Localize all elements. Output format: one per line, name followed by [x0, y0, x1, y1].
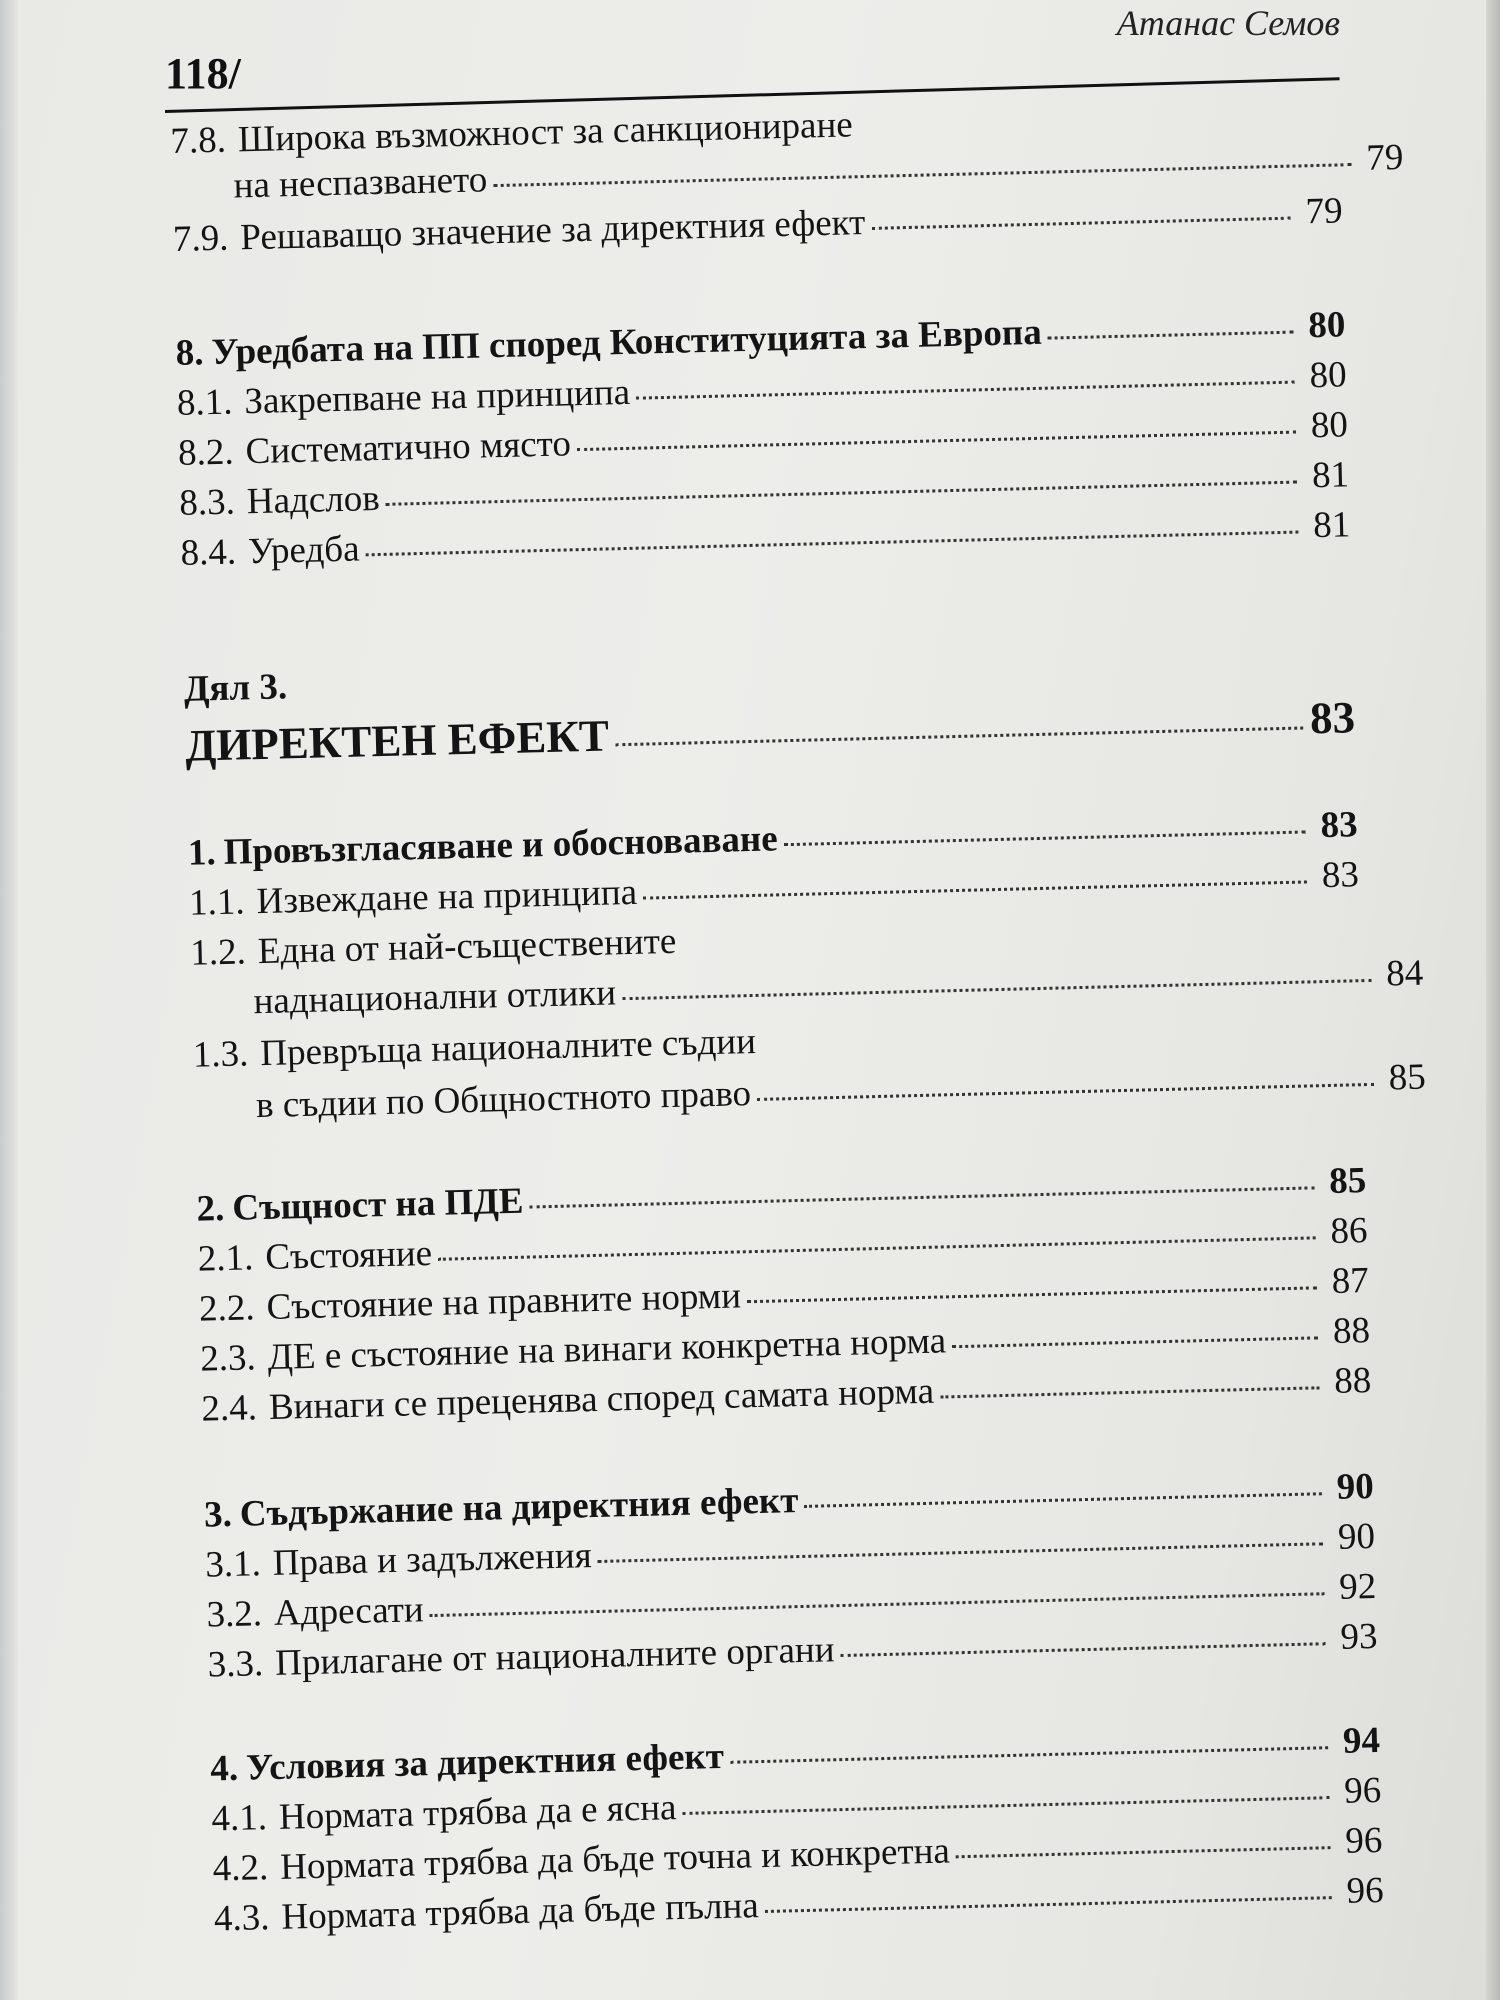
toc-entry-title: Систематично място [245, 423, 572, 473]
toc-entry-title: Състояние [264, 1232, 433, 1279]
toc-entry-number: 4.2. [212, 1847, 269, 1890]
toc-entry-number: 8.4. [180, 531, 237, 574]
toc-section-title: Уредбата на ПП според Конституцията за Европа [210, 311, 1043, 374]
dot-leader [871, 217, 1290, 230]
toc-entry-title: Закрепване на принципа [243, 371, 631, 423]
toc-entry-number: 8.2. [177, 431, 235, 474]
toc-entry-number: 7.9. [172, 217, 229, 260]
toc-entry-page: 83 [1320, 804, 1359, 847]
toc-entry-page: 92 [1338, 1565, 1377, 1608]
dot-leader [598, 1542, 1323, 1563]
toc-entry-number: 4.1. [211, 1797, 268, 1840]
page-number: 118/ [165, 49, 241, 98]
dot-leader [940, 1386, 1319, 1398]
toc-entry-title: Надслов [246, 477, 381, 523]
toc-entry-title: Извеждане на принципа [256, 871, 638, 923]
dot-leader [493, 163, 1351, 187]
toc-entry-page: 80 [1307, 304, 1346, 347]
dot-leader [430, 1592, 1325, 1617]
toc-entry-title: Една от най-съществените [257, 920, 677, 973]
dot-leader [636, 381, 1295, 400]
toc-entry-title: Уредба [247, 528, 360, 573]
toc-entry-page: 96 [1346, 1869, 1385, 1912]
toc-entry-page: 90 [1337, 1515, 1376, 1558]
toc-entry-title: Адресати [273, 1589, 425, 1634]
toc-section-number: 8. [175, 332, 204, 374]
toc-entry-title: Широка възможност за санкциониране [237, 104, 854, 161]
toc-entry-title: Нормата трябва да е ясна [278, 1787, 677, 1838]
toc-entry-number: 2.4. [201, 1387, 258, 1430]
toc-entry-number: 1.1. [188, 881, 246, 924]
toc-entry-number: 1.2. [189, 931, 247, 974]
toc-entry-title: Винаги се преценява според самата норма [268, 1370, 935, 1428]
toc-entry-number: 3.1. [204, 1543, 262, 1586]
toc-entry-page: 87 [1331, 1260, 1370, 1302]
toc-section-number: 4. [209, 1747, 239, 1790]
toc-entry-title: ДЕ е състояние на винаги конкретна норма [267, 1320, 947, 1378]
toc-entry-page: 85 [1328, 1160, 1367, 1202]
toc-entry-title: Нормата трябва да бъде пълна [280, 1885, 760, 1938]
toc-section-title: Провъзгласяване и обосноваване [223, 818, 779, 873]
dot-leader [1048, 331, 1294, 340]
dot-leader [622, 979, 1371, 1000]
dot-leader [643, 880, 1307, 899]
toc-entry-title: Решаващо значение за директния ефект [239, 202, 866, 259]
dot-leader [615, 726, 1303, 746]
dot-leader [747, 1286, 1317, 1303]
dot-leader [757, 1083, 1374, 1101]
toc-entry-page: 83 [1309, 692, 1356, 744]
dot-leader [956, 1846, 1331, 1858]
toc-entry-page: 96 [1343, 1769, 1382, 1812]
toc-section-number: 3. [203, 1493, 233, 1536]
toc-entry-page: 94 [1342, 1719, 1381, 1762]
toc-entry-page: 79 [1365, 136, 1404, 179]
toc-entry-page: 79 [1305, 190, 1344, 233]
dot-leader [366, 531, 1299, 557]
toc-entry-page: 88 [1332, 1310, 1371, 1352]
toc-entry-page: 80 [1309, 354, 1348, 397]
dot-leader [804, 1492, 1321, 1508]
toc-entry-number: 3.2. [206, 1593, 263, 1636]
part-title-text: ДИРЕКТЕН ЕФЕКТ [184, 710, 610, 771]
toc-entry-number: 8.3. [178, 481, 236, 524]
dot-leader [438, 1236, 1316, 1260]
toc-entry-number: 4.3. [213, 1897, 270, 1940]
toc-entry-title: в съдии по Общностното право [255, 1073, 752, 1127]
dot-leader [841, 1642, 1326, 1657]
toc-entry-page: 85 [1388, 1056, 1427, 1099]
toc-entry-title: Нормата трябва да бъде точна и конкретна [279, 1830, 951, 1888]
toc-entry-number: 8.1. [176, 381, 233, 424]
toc-entry-page: 93 [1339, 1615, 1378, 1658]
toc-entry-number: 2.1. [197, 1237, 254, 1280]
toc-entry-page: 80 [1310, 404, 1349, 447]
toc-section-title: Съдържание на директния ефект [239, 1480, 799, 1535]
toc-entry-number: 1.3. [192, 1033, 249, 1076]
running-head-author: Атанас Семов [1116, 3, 1340, 43]
dot-leader [386, 481, 1297, 506]
toc-entry-title: Състояние на правните норми [266, 1275, 742, 1328]
toc-entry-page: 84 [1385, 952, 1424, 995]
toc-entry-title: Прилагане от националните органи [274, 1629, 835, 1684]
page-spine-edge [1486, 0, 1500, 2000]
toc-entry-page: 90 [1336, 1466, 1375, 1508]
toc-section-title: Условия за директния ефект [245, 1735, 725, 1789]
dot-leader [730, 1746, 1328, 1764]
toc-entry-page: 88 [1333, 1360, 1372, 1402]
dot-leader [530, 1186, 1315, 1208]
toc-entry-title: наднационални отлики [253, 972, 617, 1023]
toc-section-title: Същност на ПДЕ [231, 1180, 524, 1229]
toc-entry-number: 2.3. [199, 1337, 257, 1380]
part-label-text: Дял 3. [183, 666, 288, 710]
dot-leader [784, 830, 1306, 846]
toc-entry-page: 96 [1344, 1819, 1383, 1862]
toc-entry-title: Превръща националните съдии [259, 1020, 757, 1075]
dot-leader [952, 1336, 1318, 1348]
toc-entry-page: 86 [1330, 1210, 1368, 1252]
toc-entry-number: 3.3. [207, 1643, 264, 1686]
dot-leader [683, 1796, 1330, 1815]
toc-entry-title: на неспазването [233, 159, 488, 207]
toc-entry-number: 7.8. [170, 119, 227, 162]
toc-entry-page: 81 [1311, 454, 1350, 497]
dot-leader [765, 1896, 1332, 1913]
page-left-edge [0, 0, 18, 2000]
toc-entry-title: Права и задължения [272, 1535, 593, 1584]
toc-section-number: 2. [196, 1188, 225, 1230]
toc-section-number: 1. [187, 832, 217, 874]
toc-entry-page: 81 [1312, 504, 1351, 547]
toc-entry-page: 83 [1321, 854, 1360, 897]
toc-entry-number: 2.2. [198, 1287, 256, 1330]
dot-leader [577, 431, 1296, 452]
